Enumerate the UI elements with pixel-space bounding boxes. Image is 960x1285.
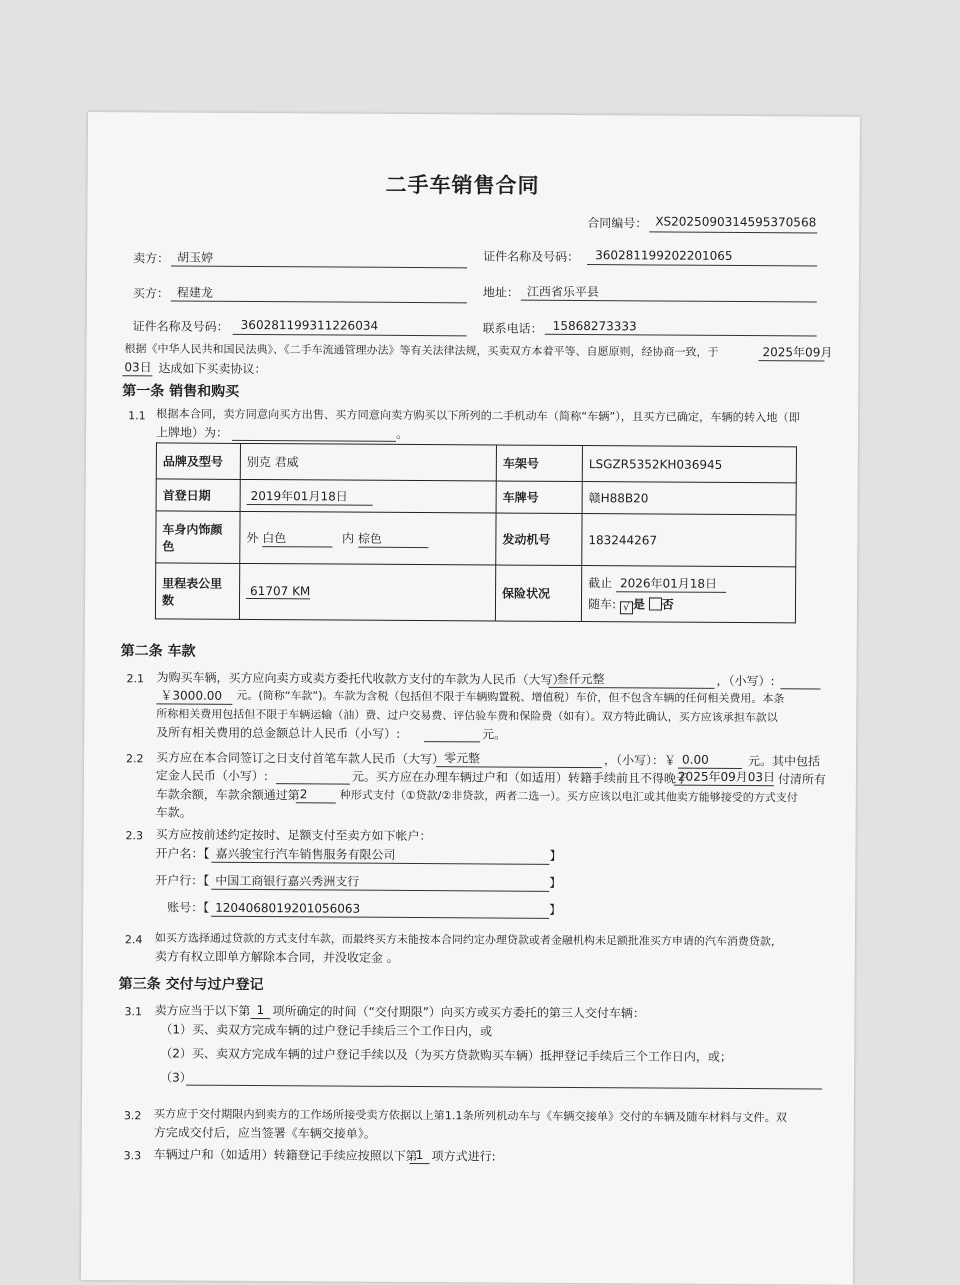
- underline: [156, 703, 232, 704]
- article3-heading: 第三条 交付与过户登记: [118, 976, 264, 994]
- mileage-cell: [239, 563, 495, 621]
- buyer-label: 买方：: [132, 286, 169, 301]
- vin-label: 车架号: [496, 445, 582, 482]
- clause-2-1-b: ，（小写）:: [716, 673, 775, 689]
- underline: [548, 687, 714, 689]
- with-car-label: 随车:: [587, 596, 617, 611]
- bracket-close: 】: [549, 848, 562, 863]
- preamble-text-2: 达成如下买卖协议：: [158, 361, 267, 377]
- underline: [211, 889, 549, 892]
- no-checkbox[interactable]: [649, 597, 662, 610]
- underline: [649, 231, 817, 233]
- clause-2-1-a: 为购买车辆，买方应向卖方或卖方委托代收款方支付的车款为人民币（大写）: [156, 670, 565, 687]
- preamble-date-a: 2025年09月: [762, 345, 833, 360]
- clause-number: 2.2: [126, 752, 144, 766]
- buyer-name: 程建龙: [176, 285, 213, 300]
- table-row: [156, 511, 796, 567]
- clause-2-1-g: 元。: [482, 727, 507, 742]
- clause-number: 2.1: [126, 672, 145, 686]
- seller-name: 胡玉婷: [177, 250, 214, 265]
- clause-2-1-d: 元。(简称“车款”)。车款为含税（包括但不限于车辆购置税、增值税）车价，但不包含车辆的任何相关费用。本条: [236, 688, 785, 706]
- clause-2-2-f: 付清所有: [777, 772, 826, 787]
- clause-2-2-a: 买方应在本合同签订之日支付首笔车款人民币（大写）: [156, 750, 445, 767]
- clause-2-2-e: 元。买方应在办理车辆过户和（如适用）转籍手续前且不得晚于: [351, 769, 688, 786]
- underline: [233, 334, 467, 336]
- underline: [410, 1163, 430, 1164]
- contract-title: 二手车销售合同: [385, 172, 540, 198]
- plate-value: 赣H88B20: [582, 482, 796, 515]
- clause-3-2-a: 买方应于交付期限内到卖方的工作场所接受卖方依据以上第1.1条所列机动车与《车辆交接单》交付的车辆及随车材料与文件。双: [153, 1107, 788, 1125]
- table-row: [156, 443, 796, 483]
- buyer-phone-label: 联系电话：: [482, 321, 543, 336]
- mileage-label: 里程表公里数: [155, 563, 239, 620]
- underline: [545, 334, 817, 337]
- mileage-value: [246, 584, 310, 599]
- underline: [424, 741, 480, 742]
- underline: [587, 264, 817, 266]
- underline: [122, 375, 152, 376]
- first-payment-amount: 0.00: [682, 752, 709, 767]
- clause-2-2-i: 车款。: [155, 805, 192, 820]
- table-row: [155, 563, 795, 623]
- clause-2-1-f: 及所有相关费用的总金额总计人民币（小写）:: [156, 725, 401, 741]
- contract-number-label: 合同编号：: [587, 216, 648, 231]
- clause-3-1-b: 项所确定的时间（“交付期限”）向买方或买方委托的第三人交付车辆：: [272, 1004, 645, 1021]
- underline: [250, 1018, 270, 1019]
- delivery-option: 1: [256, 1003, 265, 1018]
- clause-1-1-text: 根据本合同，卖方同意向买方出售、买方同意向卖方购买以下所列的二手机动车（简称“车辆”），且买方已确定，车辆的转入地（即: [156, 407, 800, 425]
- seller-id-label: 证件名称及号码：: [483, 249, 580, 265]
- payment-method: 2: [299, 787, 308, 802]
- clause-2-3-text: 买方应按前述约定按时、足额支付至卖方如下帐户：: [155, 827, 432, 844]
- ext-label: 外: [246, 530, 259, 545]
- preamble-text: 根据《中华人民共和国民法典》、《二手车流通管理办法》等有关法律法规，买卖双方本着平等、自愿原则，经协商一致，于: [124, 342, 719, 359]
- clause-number: 3.3: [123, 1149, 142, 1163]
- insurance-cell: [581, 566, 795, 623]
- delivery-option-1: （1）买、卖双方完成车辆的过户登记手续后三个工作日内，或: [160, 1022, 493, 1039]
- int-color: 棕色: [358, 529, 428, 547]
- underline: [276, 783, 350, 784]
- clause-3-3-b: 项方式进行:: [431, 1149, 496, 1164]
- clause-1-1-end: 。: [395, 426, 409, 441]
- underline: [780, 688, 820, 689]
- account-name-label: 开户名：【: [155, 846, 210, 861]
- clause-2-2-b: ，（小写）：￥: [604, 753, 677, 768]
- underline: [296, 802, 336, 803]
- clause-2-1-e: 所称相关费用包括但不限于车辆运输（油）费、过户交易费、评估验车费和保险费（如有）。双方特此确认，买方应该承担车款以: [156, 707, 778, 725]
- price-amount: 3000.00: [172, 688, 223, 703]
- brand-value: 别克 君威: [240, 443, 496, 481]
- account-number: 1204068019201056063: [215, 900, 361, 916]
- vehicle-table: [155, 442, 797, 623]
- underline: [674, 785, 774, 787]
- clause-number: 1.1: [128, 409, 146, 423]
- vin-value: LSGZR5352KH036945: [582, 446, 796, 483]
- underline: [436, 766, 602, 768]
- clause-2-2-h: 种形式支付（①贷款/②非贷款，两者二选一）。买方应该以电汇或其他卖方能够接受的方式支付: [339, 788, 798, 805]
- with-car-line: [588, 595, 789, 615]
- seller-label: 卖方：: [133, 251, 170, 266]
- currency-symbol: ￥: [160, 688, 173, 703]
- buyer-address-label: 地址：: [482, 285, 519, 300]
- clause-2-2-c: 元。其中包括: [748, 754, 821, 769]
- contract-page: [81, 112, 860, 1285]
- underline: [171, 301, 467, 304]
- underline: [211, 916, 549, 919]
- buyer-address: 江西省乐平县: [526, 284, 599, 300]
- bracket-close: 】: [549, 875, 562, 890]
- underline: [171, 266, 467, 269]
- clause-number: 2.4: [124, 933, 143, 947]
- plate-label: 车牌号: [496, 481, 582, 514]
- insurance-until-line: [588, 574, 789, 593]
- clause-3-2-b: 方完成交付后，应当签署《车辆交接单》。: [153, 1125, 376, 1141]
- buyer-id-label: 证件名称及号码：: [132, 319, 229, 334]
- contract-number: XS2025090314595370568: [655, 214, 817, 230]
- engine-label: 发动机号: [496, 513, 582, 566]
- article1-heading: 第一条 销售和购买: [122, 383, 240, 400]
- clause-1-1-text-b: 上牌地）为：: [156, 425, 229, 440]
- account-no-label: 账号：【: [167, 900, 210, 915]
- clause-2-2-d: 定金人民币（小写）:: [155, 768, 269, 784]
- clause-number: 3.1: [124, 1005, 143, 1019]
- bank-label: 开户行：【: [155, 873, 210, 888]
- insurance-label: 保险状况: [495, 565, 581, 622]
- regdate-cell: [240, 479, 496, 513]
- account-name: 嘉兴骏宝行汽车销售服务有限公司: [215, 846, 396, 862]
- payment-deadline: 2025年09月03日: [677, 769, 776, 785]
- insurance-until-label: 截止: [588, 575, 613, 590]
- yes-checkbox[interactable]: √: [620, 601, 633, 614]
- color-cell: [240, 511, 496, 565]
- clause-number: 2.3: [125, 829, 144, 843]
- brand-label: 品牌及型号: [156, 443, 240, 480]
- regdate-value: 2019年01月18日: [247, 486, 373, 505]
- delivery-option-3: （3）: [160, 1070, 192, 1085]
- seller-id: 360281199202201065: [595, 248, 733, 263]
- clause-3-3-a: 车辆过户和（如适用）转籍登记手续应按照以下第: [153, 1147, 418, 1164]
- first-payment-words: 零元整: [444, 751, 481, 766]
- yes-label: 是: [632, 596, 645, 611]
- underline: [186, 1085, 822, 1090]
- preamble-date-b: 03日: [124, 360, 152, 375]
- article2-heading: 第二条 车款: [120, 643, 196, 660]
- insurance-until: 2026年01月18日: [616, 574, 726, 593]
- underline: [758, 360, 824, 361]
- price-in-words: 叁仟元整: [556, 671, 605, 687]
- buyer-phone: 15868273333: [552, 318, 637, 334]
- clause-3-1-a: 卖方应当于以下第: [154, 1003, 251, 1019]
- color-label: 车身内饰颜色: [156, 511, 240, 564]
- ext-color: 白色: [262, 529, 332, 547]
- bracket-close: 】: [549, 902, 562, 917]
- int-label: 内: [342, 531, 355, 546]
- buyer-id: 360281199311226034: [240, 317, 379, 333]
- delivery-option-2: （2）买、卖双方完成车辆的过户登记手续以及（为买方贷款购买车辆）抵押登记手续后三个工作日内，或；: [160, 1046, 732, 1064]
- underline: [521, 300, 817, 303]
- clause-number: 3.2: [123, 1109, 142, 1123]
- clause-2-4-b: 卖方有权立即单方解除本合同，并没收定金 。: [154, 949, 399, 965]
- clause-2-4-a: 如买方选择通过贷款的方式支付车款，而最终买方未能按本合同约定办理贷款或者金融机构未足额批准买方申请的汽车消费贷款，: [154, 931, 782, 949]
- mileage-unit: KM: [292, 584, 311, 599]
- regdate-label: 首登日期: [156, 479, 240, 512]
- transfer-option: 1: [415, 1148, 424, 1163]
- underline: [211, 862, 549, 865]
- clause-2-2-g: 车款余额，车款余额通过第: [155, 787, 300, 803]
- table-row: [156, 479, 796, 515]
- bank-name: 中国工商银行嘉兴秀洲支行: [215, 873, 360, 889]
- mileage-number: 61707: [250, 583, 289, 599]
- no-label: 否: [661, 597, 674, 612]
- engine-value: 183244267: [582, 514, 796, 567]
- underline: [232, 440, 396, 442]
